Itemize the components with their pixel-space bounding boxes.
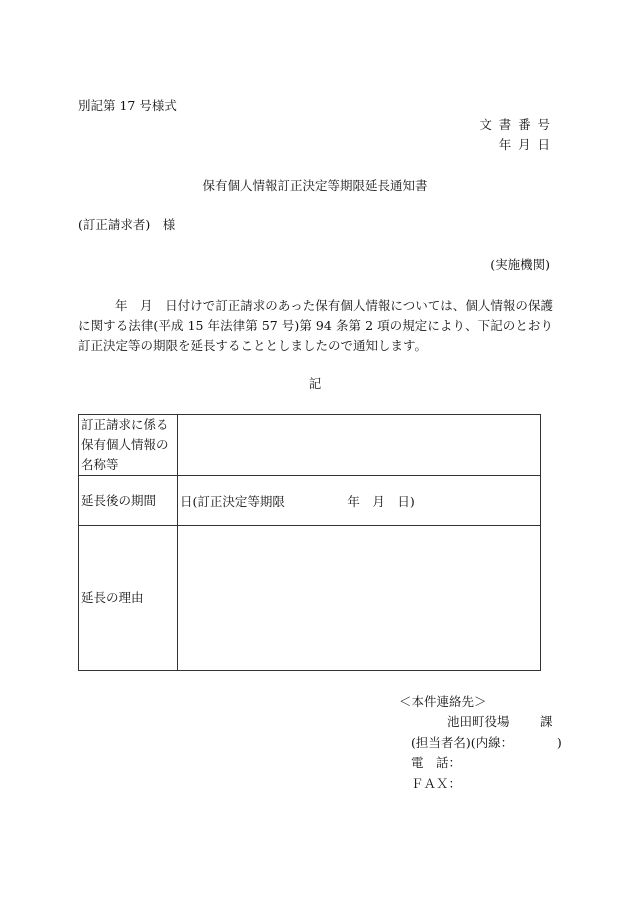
contact-office: 池田町役場 bbox=[447, 714, 510, 729]
contact-heading: ＜本件連絡先＞ bbox=[399, 694, 487, 709]
extension-reason-label: 延長の理由 bbox=[79, 526, 178, 671]
extended-period-value: 日(訂正決定等期限 年 月 日) bbox=[178, 476, 541, 526]
document-date-label: 年月日 bbox=[498, 137, 557, 152]
extension-reason-value bbox=[178, 526, 541, 671]
table-row bbox=[79, 476, 541, 526]
contact-department-suffix: 課 bbox=[540, 714, 553, 729]
extended-period-label: 延長後の期間 bbox=[79, 476, 178, 526]
table-row bbox=[79, 415, 541, 476]
info-name-value bbox=[178, 415, 541, 476]
detail-table bbox=[78, 414, 541, 671]
recipient-line: (訂正請求者) 様 bbox=[78, 217, 176, 232]
contact-fax: ＦＡＸ： bbox=[411, 776, 462, 791]
table-row bbox=[79, 526, 541, 671]
contact-person: (担当者名)(内線： ) bbox=[411, 735, 562, 750]
form-number: 別記第 17 号様式 bbox=[78, 98, 177, 113]
notice-body-text: 年 月 日付けで訂正請求のあった保有個人情報については、個人情報の保護に関する法律(平成 15 年法律第 57 号)第 94 条第 2 項の規定により、下記のとおり訂正決定等の期限を延長することとしましたので通知します。 bbox=[78, 298, 553, 353]
agency-line: (実施機関) bbox=[490, 257, 550, 272]
document-number-label: 文書番号 bbox=[479, 117, 557, 132]
info-name-label: 訂正請求に係る保有個人情報の名称等 bbox=[79, 415, 178, 476]
document-title: 保有個人情報訂正決定等期限延長通知書 bbox=[202, 178, 428, 193]
contact-telephone: 電 話： bbox=[411, 755, 462, 770]
ki-heading: 記 bbox=[308, 376, 322, 391]
